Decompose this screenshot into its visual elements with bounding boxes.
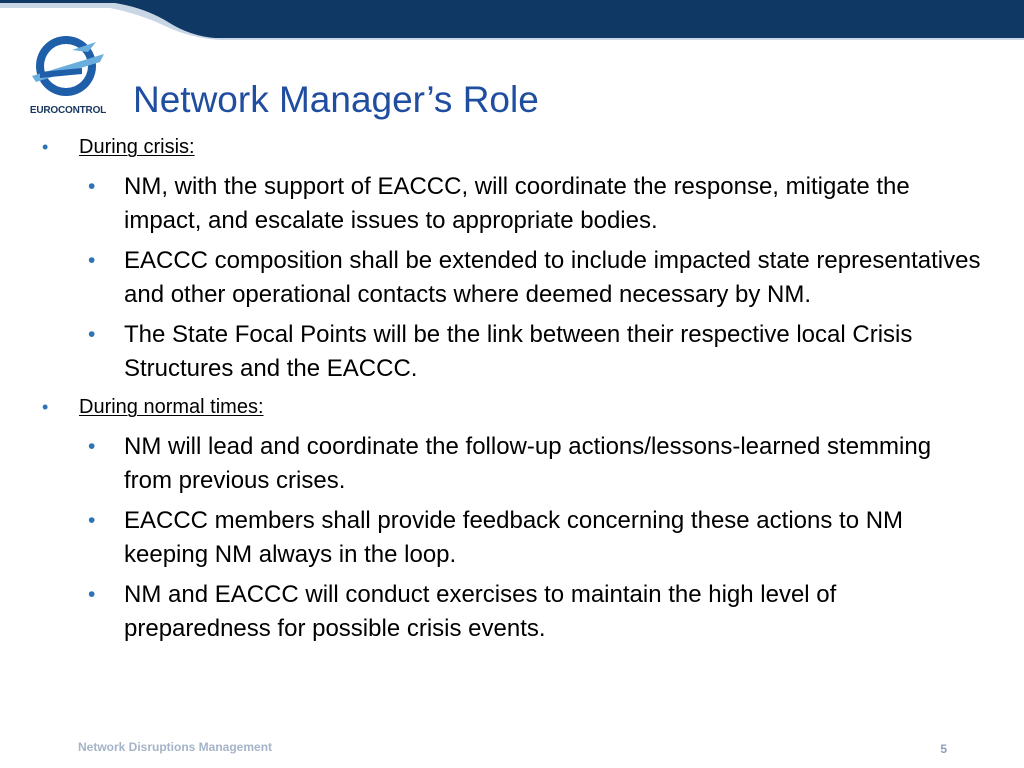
eurocontrol-logo <box>22 32 114 122</box>
list-item <box>40 170 984 238</box>
bullet-icon: • <box>88 509 96 532</box>
list-item <box>40 430 984 498</box>
page-number: 5 <box>940 742 947 756</box>
slide-content <box>40 132 1000 652</box>
eurocontrol-emblem-icon <box>22 32 114 104</box>
bullet-icon: • <box>88 175 96 198</box>
bullet-icon: • <box>42 137 49 157</box>
list-item-text: NM and EACCC will conduct exercises to maintain the high level of preparedness for possible crisis events. <box>124 581 837 642</box>
bullet-icon: • <box>88 249 96 272</box>
list-item-text: EACCC composition shall be extended to include impacted state representatives and other operational contacts where deemed necessary by NM. <box>124 247 981 308</box>
logo-wordmark: EUROCONTROL <box>29 105 107 116</box>
list-item <box>40 578 984 646</box>
list-item-text: The State Focal Points will be the link between their respective local Crisis Structures and the EACCC. <box>124 321 913 382</box>
bullet-icon: • <box>88 583 96 606</box>
section-heading-label: During normal times: <box>79 396 264 418</box>
list-item <box>40 504 984 572</box>
section-during-crisis <box>40 132 1000 386</box>
section-heading <box>40 392 1000 422</box>
bullet-icon: • <box>88 323 96 346</box>
section-heading <box>40 132 1000 162</box>
bullet-icon: • <box>88 435 96 458</box>
list-item-text: NM will lead and coordinate the follow-up actions/lessons-learned stemming from previous crises. <box>124 433 932 494</box>
bullet-list <box>40 170 1000 386</box>
footer-title: Network Disruptions Management <box>78 740 273 754</box>
bullet-icon: • <box>42 397 49 417</box>
section-heading-label: During crisis: <box>79 136 195 158</box>
slide-title: Network Manager’s Role <box>133 79 539 120</box>
list-item-text: EACCC members shall provide feedback concerning these actions to NM keeping NM always in the loop. <box>124 507 904 568</box>
list-item-text: NM, with the support of EACCC, will coordinate the response, mitigate the impact, and escalate issues to appropriate bodies. <box>124 173 910 234</box>
header-band <box>0 0 1024 40</box>
bullet-list <box>40 430 1000 646</box>
list-item <box>40 318 984 386</box>
section-during-normal-times <box>40 392 1000 646</box>
list-item <box>40 244 984 312</box>
